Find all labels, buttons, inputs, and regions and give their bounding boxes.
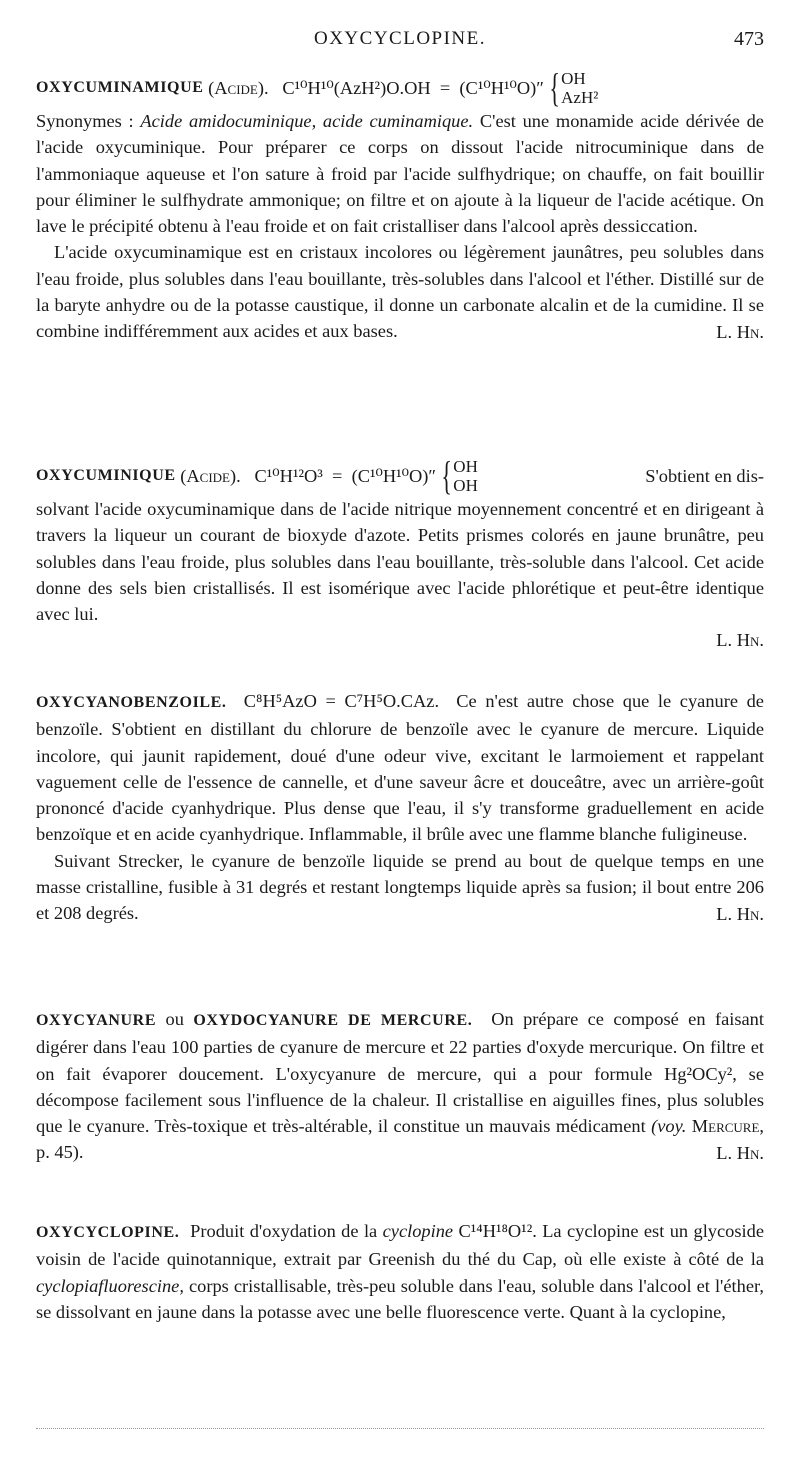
headword: OXYCUMINAMIQUE (36, 78, 204, 96)
running-head (36, 28, 764, 62)
entry-oxycyanobenzoile (36, 688, 764, 927)
signature: L. Hn. (716, 321, 764, 342)
entry-heading (36, 65, 764, 110)
qualifier: (Acide). (208, 77, 269, 98)
paragraph (36, 1218, 764, 1325)
brace-icon: { (441, 453, 452, 498)
brace-bottom: AzH² (561, 88, 599, 107)
formula-rhs: (C¹⁰H¹⁰O)″ (459, 77, 544, 98)
paragraph (36, 108, 764, 239)
paragraph-text: On prépare ce composé en faisant digérer dans l'eau 100 parties de cyanure de mercure et 22 parties d'oxyde mercurique. On filtre et on fait évaporer doucement. L'oxycyanure de mercure, qui a pour formule Hg²OCy², se décompose facilement sous l'influence de la chaleur. Il cristallise en aiguilles fines, plus solubles que le cyanure. Très-toxique et très-altérable, il constitue un mauvais médicament (36, 1009, 764, 1137)
brace-bottom: OH (453, 476, 478, 495)
entry-oxycyclopine (36, 1218, 764, 1325)
headword: OXYCUMINIQUE (36, 466, 176, 484)
entry-oxycyanure (36, 1006, 764, 1166)
paragraph-lead: S'obtient en dis- (645, 465, 764, 486)
formula-equals: = (332, 465, 343, 486)
paragraph (36, 688, 764, 848)
entry-oxycuminamique (36, 65, 764, 345)
paragraph-text: C¹⁴H¹⁸O¹². La cyclopine est un glycoside voisin de l'acide quinotannique, extrait par Greenish du thé du Cap, où elle existe à côté de la (36, 1221, 764, 1270)
signature: L. Hn. (716, 903, 764, 924)
reference-word: Mercure, (691, 1116, 765, 1137)
formula-lhs: C¹⁰H¹²O³ (254, 465, 323, 486)
page-number: 473 (734, 28, 764, 50)
headword: OXYCYANURE (36, 1012, 157, 1029)
entry-oxycuminique (36, 453, 764, 654)
reference-page: p. 45). (36, 1142, 84, 1163)
paragraph: solvant l'acide oxycuminamique dans de l'acide nitrique moyennement concentré et en dirigeant à travers la liqueur un courant de bioxyde d'azote. Petits prismes colorés en jaune brunâtre, peu solubles dans l'eau froide, plus solubles dans l'eau bouillante, très-soluble dans l'alcool. Cet acide donne des sels bien cristallisés. Il est isomérique avec l'acide phlorétique et peut-être identique avec lui. (36, 499, 764, 625)
paragraph: L'acide oxycuminamique est en cristaux incolores ou légèrement jaunâtres, peu solubles dans l'eau froide, plus solubles dans l'eau bouillante, très-solubles dans l'alcool et l'éther. Distillé sur de la baryte anhydre ou de la potasse caustique, il donne un carbonate alcalin et de la cumidine. Il se combine indifféremment aux acides et aux bases. (36, 242, 764, 342)
synonyms-label: Synonymes : (36, 111, 134, 131)
formula: C⁸H⁵AzO = C⁷H⁵O.CAz. (243, 691, 440, 711)
signature: L. Hn. (716, 630, 764, 651)
headword: OXYCYCLOPINE. (36, 1224, 180, 1241)
brace-top: OH (561, 69, 586, 88)
bottom-rule (36, 1428, 764, 1429)
headword: OXYCYANOBENZOILE. (36, 694, 227, 711)
formula-brace (548, 65, 599, 110)
formula-lhs: C¹⁰H¹⁰(AzH²)O.OH (282, 77, 431, 98)
synonyms: Acide amidocuminique, acide cuminamique. (140, 111, 474, 131)
qualifier: (Acide). (180, 465, 241, 486)
italic-term: cyclopiafluorescine, (36, 1275, 184, 1296)
signature: L. Hn. (716, 1142, 764, 1163)
formula-rhs: (C¹⁰H¹⁰O)″ (351, 465, 437, 486)
formula-equals: = (439, 77, 451, 98)
connector: ou (165, 1009, 184, 1029)
paragraph-text: Produit d'oxydation de la (190, 1221, 378, 1241)
brace-top: OH (453, 457, 478, 476)
paragraph-text: corps cristallisable, très-peu soluble dans l'eau, soluble dans l'alcool et l'éther, se dissolvant en jaune dans la potasse avec une belle fluorescence verte. Quant à la cyclopine, (36, 1275, 764, 1322)
paragraph-text: Ce n'est autre chose que le cyanure de benzoïle. S'obtient en distillant du chlorure de benzoïle avec le cyanure de mercure. Liquide incolore, qui jaunit rapidement, doué d'une odeur vive, excitant le larmoiement et rappelant vaguement celle de l'essence de cannelle, et d'une saveur âcre et douceâtre, avec un arrière-goût prononcé d'acide cyanhydrique. Plus dense que l'eau, il s'y transforme graduellement en acide benzoïque et en acide cyanhydrique. Inflammable, il brûle avec une flamme blanche fuligineuse. (36, 691, 764, 845)
paragraph-text: C'est une monamide acide dérivée de l'acide oxycuminique. Pour préparer ce corps on dissout l'acide nitrocuminique dans de l'ammoniaque aqueuse et l'on sature à froid par l'acide sulfhydrique; on chauffe, on fait bouillir pour éliminer le sulfhydrate ammonique; on filtre et on ajoute à la liqueur de l'acide acétique. On lave le précipité obtenu à l'eau froide et on fait cristalliser dans l'alcool après dessiccation. (36, 111, 764, 237)
reference-voy: (voy. (651, 1116, 687, 1137)
paragraph: Suivant Strecker, le cyanure de benzoïle liquide se prend au bout de quelque temps en une masse cristalline, fusible à 31 degrés et restant longtemps liquide après sa fusion; il bout entre 206 et 208 degrés. (36, 850, 764, 924)
formula-brace (440, 453, 478, 498)
entry-heading (36, 453, 764, 498)
headword-alt: OXYDOCYANURE DE MERCURE. (193, 1012, 473, 1029)
italic-term: cyclopine (382, 1221, 454, 1241)
running-title: OXYCYCLOPINE. (313, 28, 487, 49)
brace-icon: { (549, 65, 560, 110)
